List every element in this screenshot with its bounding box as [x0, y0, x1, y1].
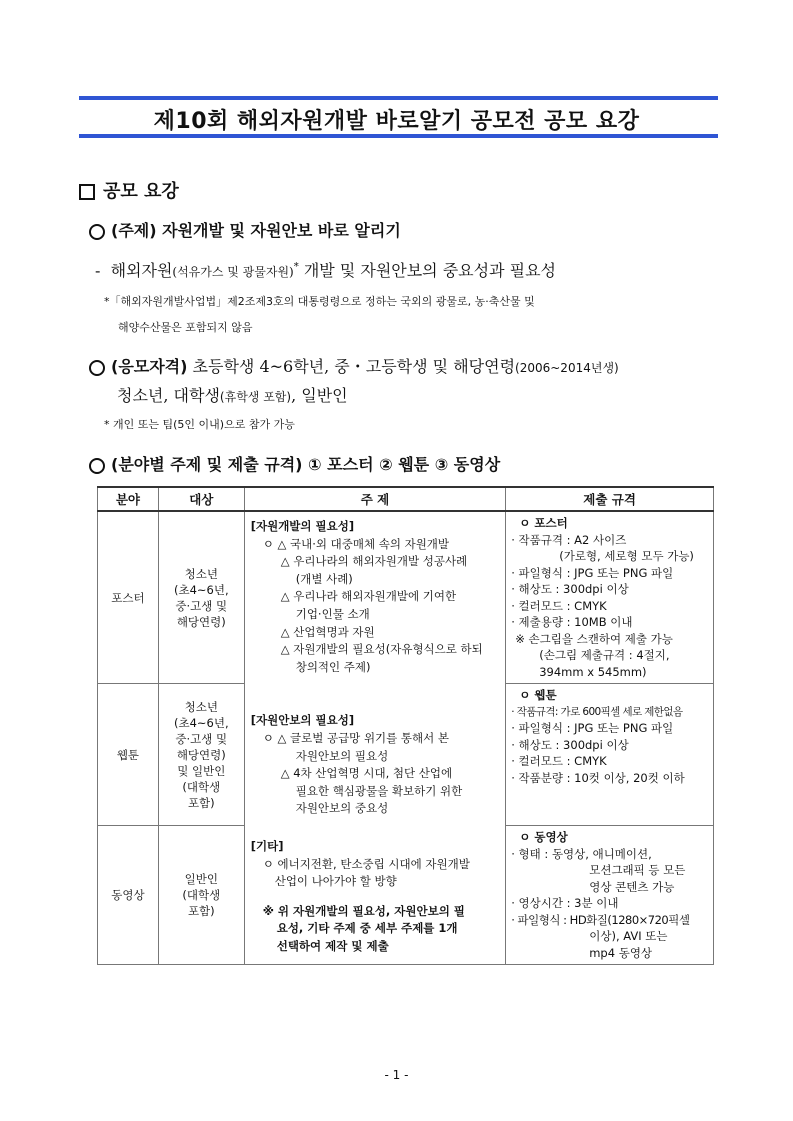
categories-heading-text: (분야별 주제 및 제출 규격) ① 포스터 ② 웹툰 ③ 동영상 [111, 455, 501, 474]
topic-line: 자원안보의 필요성 [295, 748, 389, 763]
topic-line: 기업·인물 소개 [295, 606, 370, 621]
spec-line: · 형태 : 동영상, 애니메이션, [511, 846, 652, 861]
spec-line: · 제출용량 : 10MB 이내 [511, 615, 633, 629]
spec-line: 394mm x 545mm) [539, 664, 647, 679]
spec-line: 모션그래픽 등 모든 [589, 863, 686, 877]
topic-cell [244, 511, 506, 965]
eligibility-text-2a: 청소년, 대학생 [117, 386, 220, 405]
table-row-poster [98, 511, 714, 684]
topic-line: (개별 사례) [295, 571, 353, 586]
circle-bullet-icon [89, 458, 105, 474]
target-line: (초4~6년, [173, 715, 229, 730]
categories-heading [89, 452, 500, 475]
target-line: 중·고생 및 [175, 598, 228, 613]
target-poster [158, 511, 244, 684]
spec-line: · 파일형식 : HD화질(1280×720픽셀 [511, 912, 690, 927]
topic-line: ㅇ △ 국내·외 대중매체 속의 자원개발 [262, 536, 450, 551]
target-video [158, 826, 244, 965]
section-heading-text: 공모 요강 [103, 181, 179, 202]
topic-line: 창의적인 주제) [295, 659, 371, 674]
checkbox-square-icon [79, 184, 95, 200]
eligibility-label: (응모자격) [111, 357, 188, 376]
spec-line: · 파일형식 : JPG 또는 PNG 파일 [511, 565, 674, 580]
header-field: 분야 [98, 487, 159, 511]
spec-line: (가로형, 세로형 모두 가능) [559, 549, 694, 563]
header-spec: 제출 규격 [506, 487, 714, 511]
eligibility-line1 [89, 354, 619, 377]
topic-note-line: 요성, 기타 주제 중 세부 주제를 1개 [276, 921, 458, 936]
theme-note-line2: 해양수산물은 포함되지 않음 [118, 321, 253, 334]
eligibility-line2 [117, 383, 348, 406]
topic-heading-development: [자원개발의 필요성] [250, 519, 355, 533]
eligibility-text-1: 초등학생 4~6학년, 중・고등학생 및 해당연령 [187, 357, 516, 376]
topic-line: △ 우리나라 해외자원개발에 기여한 [280, 589, 457, 604]
topic-line: △ 4차 산업혁명 시대, 첨단 산업에 [280, 766, 453, 781]
spec-heading-webtoon: ㅇ 웹툰 [519, 688, 557, 702]
spec-line: · 컬러모드 : CMYK [511, 598, 607, 613]
spec-poster [506, 511, 714, 684]
target-line: (대학생 [182, 888, 221, 902]
spec-heading-poster: ㅇ 포스터 [519, 516, 568, 530]
target-line: 해당연령) [176, 614, 226, 629]
theme-text-1: 해외자원 [110, 261, 173, 280]
table-header-row [98, 487, 714, 511]
footnote-marker: * [293, 261, 299, 273]
topic-note-line: ※ 위 자원개발의 필요성, 자원안보의 필 [262, 903, 465, 918]
field-poster: 포스터 [98, 511, 159, 684]
eligibility-text-2b: , 일반인 [291, 386, 348, 405]
dash-marker: - [95, 261, 101, 280]
theme-heading [89, 218, 401, 241]
theme-text-2: 개발 및 자원안보의 중요성과 필요성 [298, 261, 557, 280]
header-target: 대상 [158, 487, 244, 511]
spec-line: · 작품규격 : A2 사이즈 [511, 532, 627, 547]
spec-webtoon [506, 684, 714, 826]
spec-line: · 해상도 : 300dpi 이상 [511, 582, 629, 596]
spec-line: · 영상시간 : 3분 이내 [511, 896, 619, 910]
target-line: 청소년 [184, 699, 218, 714]
topic-line: 자원안보의 중요성 [295, 801, 389, 816]
spec-heading-video: ㅇ 동영상 [519, 830, 568, 844]
topic-line: △ 우리나라의 해외자원개발 성공사례 [280, 554, 468, 569]
spec-line: · 컬러모드 : CMYK [511, 754, 607, 768]
topic-line: 산업이 나아가야 할 방향 [274, 874, 397, 889]
title-bottom-rule [79, 134, 718, 138]
topic-line: ㅇ 에너지전환, 탄소중립 시대에 자원개발 [262, 856, 470, 871]
spec-line: mp4 동영상 [589, 945, 653, 960]
target-line: 해당연령) [176, 747, 226, 762]
title-top-rule [79, 96, 718, 100]
topic-line: △ 산업혁명과 자원 [280, 624, 375, 639]
theme-label: (주제) 자원개발 및 자원안보 바로 알리기 [111, 221, 401, 240]
target-line: 및 일반인 [177, 763, 226, 778]
target-line: 청소년 [184, 566, 218, 581]
document-title: 제10회 해외자원개발 바로알기 공모전 공모 요강 [153, 109, 640, 134]
target-line: 중·고생 및 [175, 731, 228, 746]
spec-line: ※ 손그림을 스캔하여 제출 가능 [515, 631, 673, 646]
spec-line: · 해상도 : 300dpi 이상 [511, 737, 629, 752]
theme-description [95, 258, 556, 281]
field-video: 동영상 [98, 826, 159, 965]
theme-small-text: (석유가스 및 광물자원) [172, 265, 294, 279]
spec-video [506, 826, 714, 965]
target-line: 포함) [187, 795, 215, 810]
spec-line: · 작품규격: 가로 600픽셀 세로 제한없음 [511, 705, 683, 718]
topic-line: 필요한 핵심광물을 확보하기 위한 [295, 783, 463, 798]
field-webtoon: 웹툰 [98, 684, 159, 826]
spec-line: · 작품분량 : 10컷 이상, 20컷 이하 [511, 770, 685, 785]
target-webtoon [158, 684, 244, 826]
page-number: - 1 - [384, 1068, 409, 1082]
topic-heading-other: [기타] [250, 838, 284, 853]
header-topic: 주 제 [244, 487, 506, 511]
eligibility-note: * 개인 또는 팀(5인 이내)으로 참가 가능 [104, 418, 295, 431]
eligibility-small-2: (휴학생 포함) [219, 390, 292, 404]
submission-spec-table [97, 486, 714, 965]
circle-bullet-icon [89, 360, 105, 376]
eligibility-small-1: (2006~2014년생) [515, 361, 619, 375]
spec-line: · 파일형식 : JPG 또는 PNG 파일 [511, 721, 674, 735]
topic-heading-security: [자원안보의 필요성] [250, 713, 355, 728]
topic-line: △ 자원개발의 필요성(자유형식으로 하되 [280, 642, 483, 657]
target-line: 포함) [187, 904, 215, 918]
spec-line: 영상 콘텐츠 가능 [589, 879, 675, 894]
target-line: (초4~6년, [173, 582, 229, 597]
section-heading [79, 177, 179, 203]
topic-note-line: 선택하여 제작 및 제출 [276, 938, 389, 953]
target-line: 일반인 [184, 872, 218, 886]
topic-line: ㅇ △ 글로벌 공급망 위기를 통해서 본 [262, 730, 450, 745]
theme-note-line1: *「해외자원개발사업법」제2조제3호의 대통령령으로 정하는 국외의 광물로, 농·축산물 및 [104, 295, 535, 308]
target-line: (대학생 [182, 779, 221, 794]
circle-bullet-icon [89, 224, 105, 240]
spec-line: 이상), AVI 또는 [589, 929, 668, 943]
spec-line: (손그림 제출규격 : 4절지, [539, 648, 670, 662]
